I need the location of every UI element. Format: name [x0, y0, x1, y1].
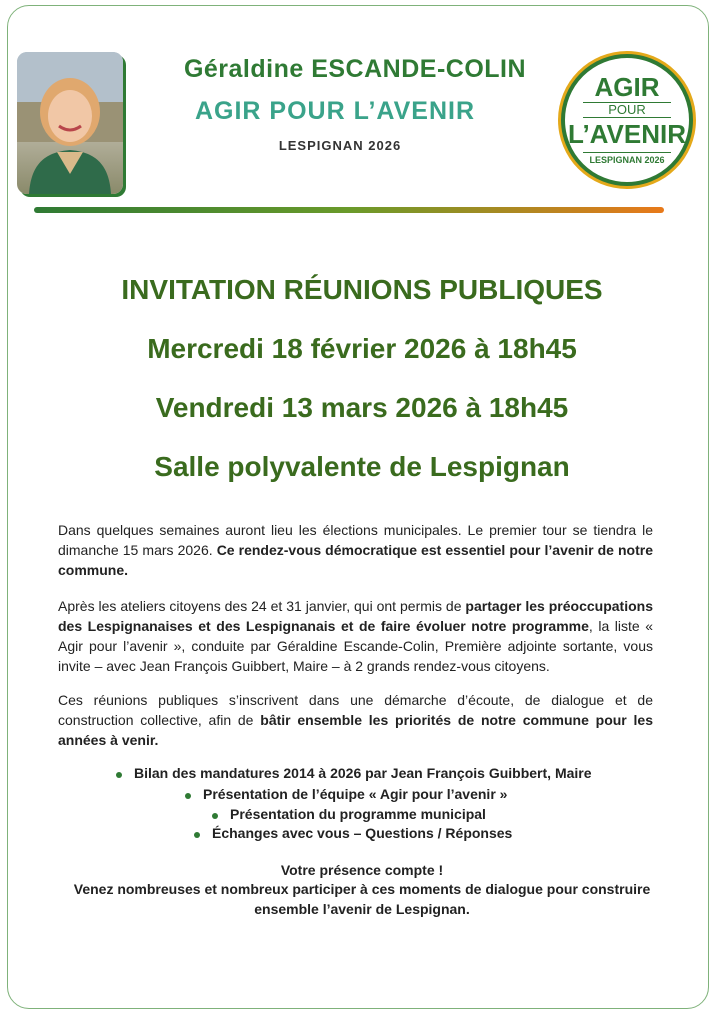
agenda-item	[194, 825, 512, 841]
town-label: LESPIGNAN 2026	[278, 138, 402, 153]
campaign-logo	[561, 54, 693, 186]
venue: Salle polyvalente de Lespignan	[154, 451, 570, 482]
bullet-dot-icon	[212, 813, 218, 819]
invitation-title: INVITATION RÉUNIONS PUBLIQUES	[121, 274, 603, 305]
paragraph-bold: partager les préoccupations des Lespignanaises et des Lespignanais et de faire évoluer notre programme	[58, 598, 653, 634]
bullet-dot-icon	[116, 772, 122, 778]
bullet-dot-icon	[194, 832, 200, 838]
closing-headline: Votre présence compte !	[280, 862, 444, 878]
closing-invitation: Venez nombreuses et nombreux participer à ces moments de dialogue pour construire ensemble l’avenir de Lespignan.	[73, 881, 651, 917]
date-friday: Vendredi 13 mars 2026 à 18h45	[155, 392, 569, 423]
agenda-item-label: Présentation du programme municipal	[230, 806, 486, 822]
paragraph-bold: Ce rendez-vous démocratique est essentiel pour l’avenir de notre commune.	[58, 542, 653, 578]
paragraph-text: Après les ateliers citoyens des 24 et 31 janvier, qui ont permis de	[58, 598, 466, 614]
bullet-dot-icon	[185, 793, 191, 799]
agenda-item-label: Présentation de l’équipe « Agir pour l’avenir »	[203, 786, 508, 802]
paragraph-meetings	[58, 690, 653, 750]
date-wednesday: Mercredi 18 février 2026 à 18h45	[147, 333, 577, 364]
paragraph-elections	[58, 520, 653, 580]
candidate-photo	[17, 52, 123, 194]
paragraph-text: Dans quelques semaines auront lieu les élections municipales. Le premier tour se tiendra le dimanche 15 mars 2026.	[58, 522, 653, 558]
slogan: AGIR POUR L’AVENIR	[194, 97, 476, 125]
agenda-item	[116, 765, 592, 781]
header-divider	[34, 207, 664, 213]
agenda-item-label: Échanges avec vous – Questions / Réponses	[212, 825, 513, 841]
logo-line-avenir: L’AVENIR	[568, 119, 686, 149]
paragraph-workshops	[58, 596, 653, 676]
paragraph-text: Première adjointe sortante	[444, 638, 614, 654]
paragraph-text: Ces réunions publiques s’inscrivent dans une démarche d’écoute, de dialogue et de construction collective, afin de	[58, 692, 653, 728]
logo-line-pour: POUR	[583, 102, 671, 118]
paragraph-text: , la liste « Agir pour l’avenir », conduite par Géraldine Escande-Colin,	[58, 618, 654, 654]
agenda-item-label: Bilan des mandatures 2014 à 2026 par Jean François Guibbert, Maire	[134, 765, 592, 781]
logo-line-agir: AGIR	[594, 72, 660, 102]
agenda-item	[185, 786, 507, 802]
agenda-item	[212, 806, 486, 822]
candidate-name: Géraldine ESCANDE-COLIN	[183, 55, 527, 83]
logo-line-town: LESPIGNAN 2026	[583, 152, 671, 165]
paragraph-bold: bâtir ensemble les priorités de notre commune pour les années à venir.	[58, 712, 654, 748]
paragraph-text: , vous invite – avec Jean François Guibbert, Maire – à 2 grands rendez-vous citoyens.	[58, 638, 653, 674]
